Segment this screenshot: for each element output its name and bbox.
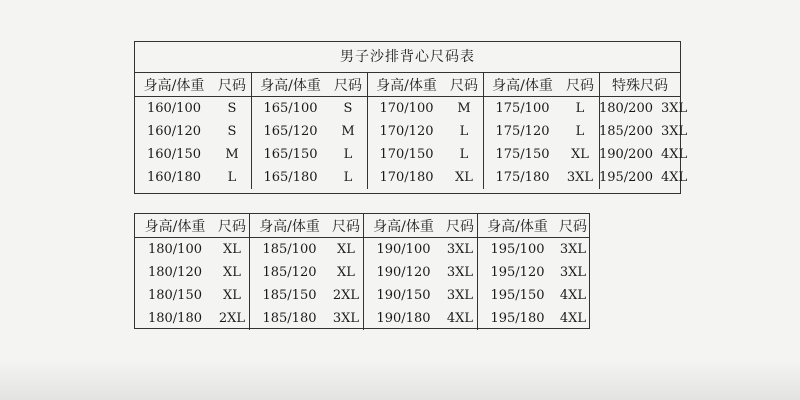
cell-size: XL — [455, 170, 473, 185]
cell-height-weight: 195/150 — [477, 284, 557, 307]
cell-height-weight: 165/150 — [251, 143, 329, 166]
header-size: 尺码 — [450, 77, 478, 94]
cell-height-weight: 160/150 — [146, 147, 201, 162]
size-chart-table-1 — [134, 41, 688, 194]
background-shadow — [0, 360, 800, 400]
cell-size: 2XL — [332, 288, 360, 303]
cell-size: 4XL — [446, 311, 474, 326]
cell-height-weight: 160/120 — [146, 124, 201, 139]
table-row — [135, 97, 688, 120]
cell-height-weight: 195/120 — [477, 261, 557, 284]
header-height-weight: 身高/体重 — [143, 77, 205, 94]
cell-height-weight: 170/150 — [367, 143, 445, 166]
cell-special-height-weight: 180/200 — [599, 97, 655, 120]
cell-size: 3XL — [559, 242, 587, 257]
cell-height-weight: 175/100 — [483, 97, 561, 120]
table-row — [135, 284, 589, 307]
cell-size: S — [227, 101, 237, 116]
cell-size: L — [575, 124, 585, 139]
header-size: 尺码 — [218, 77, 246, 94]
cell-size: L — [459, 124, 469, 139]
cell-height-weight: 170/100 — [367, 97, 445, 120]
cell-size: 3XL — [559, 265, 587, 280]
cell-height-weight: 160/100 — [146, 101, 201, 116]
cell-size: 3XL — [446, 288, 474, 303]
cell-size: L — [343, 170, 353, 185]
table-row — [135, 143, 688, 166]
cell-size: M — [225, 147, 239, 162]
cell-size: XL — [223, 242, 241, 257]
cell-height-weight: 185/150 — [249, 284, 329, 307]
cell-height-weight: 190/120 — [363, 261, 443, 284]
header-special-size: 特殊尺码 — [599, 73, 680, 96]
header-height-weight: 身高/体重 — [367, 73, 445, 96]
cell-height-weight: 180/180 — [147, 311, 202, 326]
header-size: 尺码 — [446, 218, 474, 235]
cell-size: L — [459, 147, 469, 162]
header-height-weight: 身高/体重 — [477, 214, 557, 237]
table-row — [135, 307, 589, 330]
header-size: 尺码 — [218, 218, 246, 235]
cell-size: L — [575, 101, 585, 116]
table-title: 男子沙排背心尺码表 — [135, 42, 680, 73]
cell-size: M — [341, 124, 355, 139]
cell-height-weight: 175/150 — [483, 143, 561, 166]
cell-height-weight: 170/180 — [367, 166, 445, 189]
cell-size: L — [227, 170, 237, 185]
cell-special-size: 4XL — [661, 170, 688, 185]
cell-height-weight: 195/180 — [477, 307, 557, 330]
cell-height-weight: 185/100 — [249, 238, 329, 261]
cell-height-weight: 190/180 — [363, 307, 443, 330]
cell-special-height-weight: 185/200 — [599, 120, 655, 143]
header-height-weight: 身高/体重 — [249, 214, 329, 237]
header-size: 尺码 — [332, 218, 360, 235]
header-height-weight: 身高/体重 — [363, 214, 443, 237]
cell-special-size: 4XL — [661, 147, 688, 162]
table-row — [135, 261, 589, 284]
cell-height-weight: 180/100 — [147, 242, 202, 257]
cell-size: XL — [337, 242, 355, 257]
cell-size: XL — [223, 288, 241, 303]
header-size: 尺码 — [566, 77, 594, 94]
cell-special-size: 3XL — [661, 124, 688, 139]
cell-height-weight: 180/150 — [147, 288, 202, 303]
cell-height-weight: 165/100 — [251, 97, 329, 120]
header-height-weight: 身高/体重 — [483, 73, 561, 96]
table-row — [135, 166, 688, 189]
size-chart-table-2 — [134, 213, 590, 329]
cell-height-weight: 180/120 — [147, 265, 202, 280]
cell-special-height-weight: 195/200 — [599, 166, 655, 189]
header-height-weight: 身高/体重 — [251, 73, 329, 96]
cell-size: 3XL — [446, 242, 474, 257]
cell-height-weight: 195/100 — [477, 238, 557, 261]
cell-height-weight: 165/120 — [251, 120, 329, 143]
cell-height-weight: 190/150 — [363, 284, 443, 307]
table-row — [135, 120, 688, 143]
header-height-weight: 身高/体重 — [144, 218, 206, 235]
cell-size: 3XL — [446, 265, 474, 280]
cell-size: M — [457, 101, 471, 116]
cell-size: L — [343, 147, 353, 162]
cell-size: S — [343, 101, 353, 116]
table-row — [135, 238, 589, 261]
cell-height-weight: 165/180 — [251, 166, 329, 189]
cell-size: XL — [571, 147, 589, 162]
cell-size: S — [227, 124, 237, 139]
cell-size: 4XL — [559, 311, 587, 326]
cell-height-weight: 185/180 — [249, 307, 329, 330]
table-header-row — [135, 73, 680, 97]
cell-height-weight: 185/120 — [249, 261, 329, 284]
cell-size: 3XL — [566, 170, 594, 185]
table-header-row — [135, 214, 589, 238]
cell-height-weight: 160/180 — [146, 170, 201, 185]
cell-height-weight: 175/120 — [483, 120, 561, 143]
cell-special-height-weight: 190/200 — [599, 143, 655, 166]
cell-height-weight: 190/100 — [363, 238, 443, 261]
cell-size: XL — [337, 265, 355, 280]
cell-height-weight: 175/180 — [483, 166, 561, 189]
cell-height-weight: 170/120 — [367, 120, 445, 143]
cell-size: 4XL — [559, 288, 587, 303]
cell-special-size: 3XL — [661, 101, 688, 116]
header-size: 尺码 — [559, 218, 587, 235]
header-size: 尺码 — [334, 77, 362, 94]
cell-size: 3XL — [332, 311, 360, 326]
cell-size: XL — [223, 265, 241, 280]
cell-size: 2XL — [218, 311, 246, 326]
